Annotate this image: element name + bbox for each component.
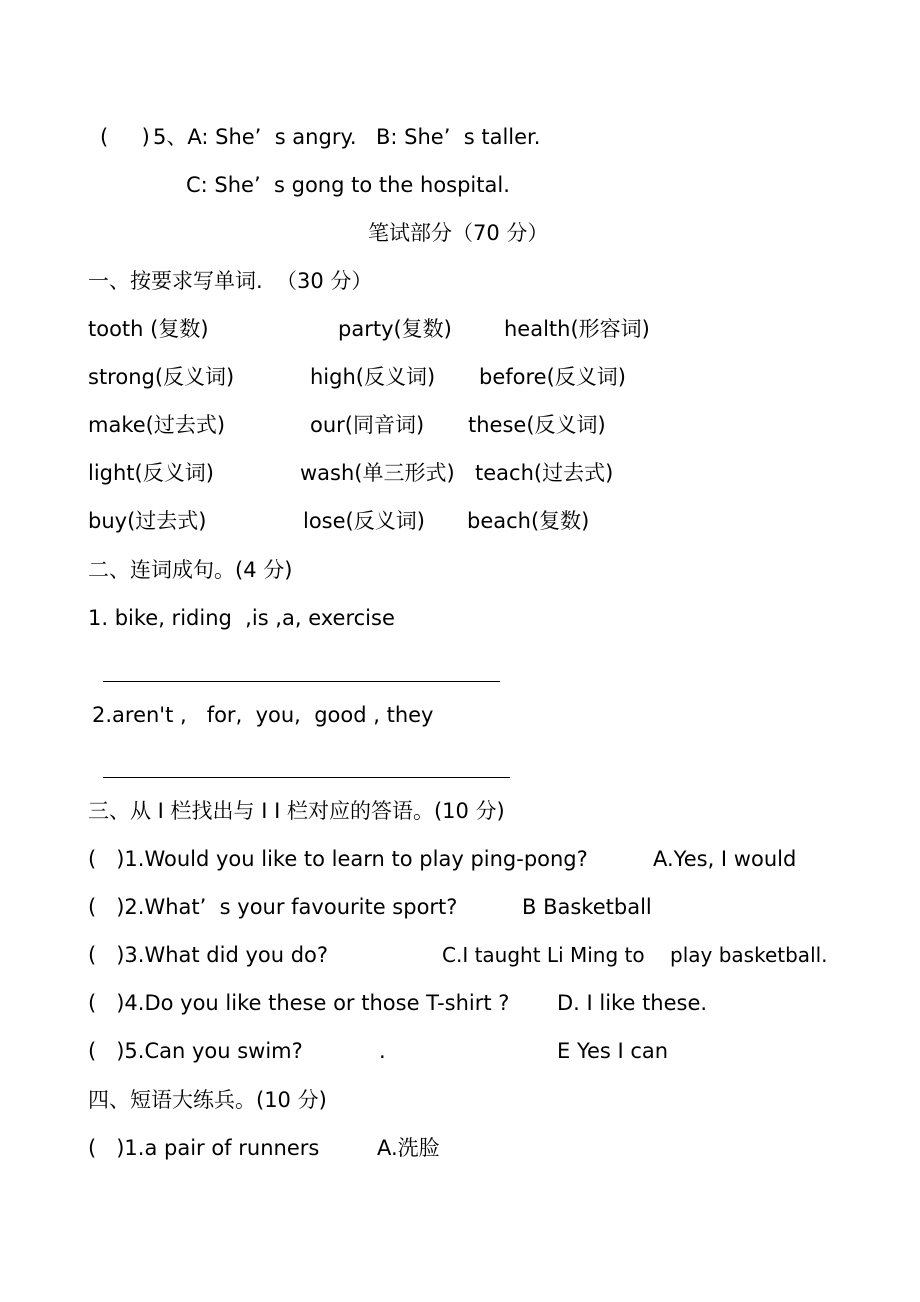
written-part-heading: 笔试部分（70 分）	[368, 221, 549, 245]
q5-option-b: B: She’ s taller.	[376, 125, 541, 149]
sentence-item: 2.aren't , for, you, good , they	[92, 703, 434, 727]
word-item: tooth (复数)	[88, 317, 209, 341]
match-answer: B Basketball	[522, 895, 652, 919]
word-item: health(形容词)	[504, 317, 650, 341]
word-item: strong(反义词)	[88, 365, 235, 389]
match-answer: E Yes I can	[557, 1039, 669, 1063]
sentence-item: 1. bike, riding ,is ,a, exercise	[88, 606, 395, 630]
word-item: before(反义词)	[479, 365, 626, 389]
phrase-answer: A.洗脸	[377, 1136, 440, 1160]
phrase-question: ( )1.a pair of runners	[88, 1136, 320, 1160]
section4-title: 四、短语大练兵。(10 分)	[88, 1088, 327, 1112]
q5-option-c: C: She’ s gong to the hospital.	[186, 173, 510, 197]
match-question: ( )2.What’ s your favourite sport?	[88, 895, 458, 919]
word-item: beach(复数)	[467, 509, 590, 533]
section1-title: 一、按要求写单词. （30 分）	[88, 269, 373, 293]
match-question: ( )1.Would you like to learn to play ping-pong?	[88, 847, 588, 871]
match-question: ( )5.Can you swim?	[88, 1039, 303, 1063]
section2-title: 二、连词成句。(4 分)	[88, 558, 293, 582]
stray-dot: .	[379, 1039, 386, 1063]
q5-paren: ( )	[100, 125, 150, 149]
section3-title: 三、从 I 栏找出与 I I 栏对应的答语。(10 分)	[88, 799, 505, 823]
answer-line[interactable]	[103, 777, 510, 778]
word-item: our(同音词)	[310, 413, 425, 437]
match-answer: A.Yes, I would	[653, 847, 797, 871]
match-question: ( )4.Do you like these or those T-shirt ?	[88, 991, 510, 1015]
word-item: wash(单三形式)	[300, 461, 455, 485]
word-item: buy(过去式)	[88, 509, 207, 533]
word-item: light(反义词)	[88, 461, 214, 485]
word-item: high(反义词)	[310, 365, 436, 389]
word-item: lose(反义词)	[303, 509, 425, 533]
word-item: party(复数)	[338, 317, 452, 341]
word-item: teach(过去式)	[475, 461, 614, 485]
word-item: make(过去式)	[88, 413, 226, 437]
answer-line[interactable]	[103, 681, 500, 682]
word-item: these(反义词)	[468, 413, 606, 437]
match-answer: C.I taught Li Ming to play basketball.	[442, 943, 828, 967]
match-question: ( )3.What did you do?	[88, 943, 329, 967]
match-answer: D. I like these.	[557, 991, 708, 1015]
q5-option-a: 5、A: She’ s angry.	[153, 125, 357, 149]
